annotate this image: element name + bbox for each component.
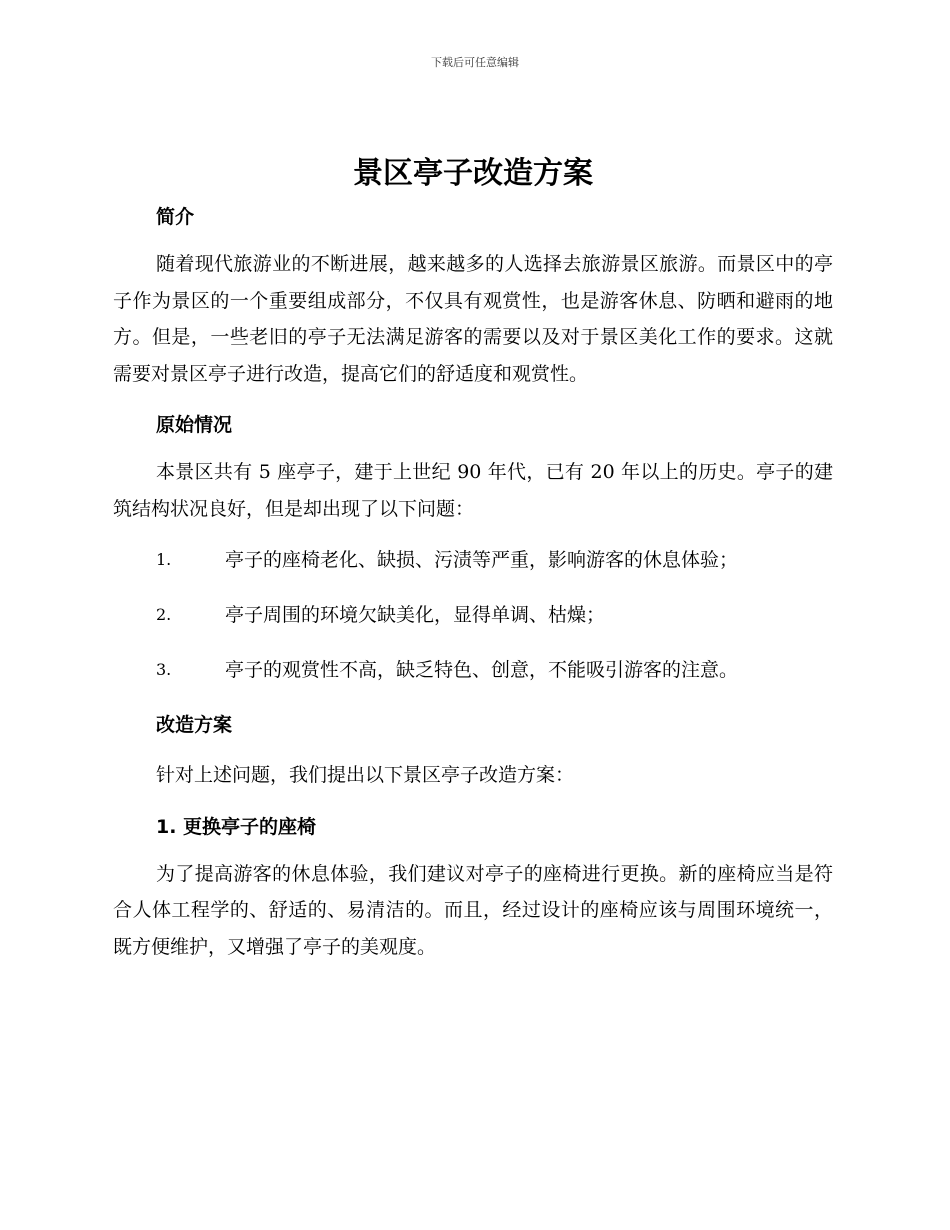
document-title: 景区亭子改造方案 bbox=[353, 156, 593, 191]
list-item-number: 2. bbox=[156, 605, 172, 624]
plan-heading: 改造方案 bbox=[156, 714, 233, 736]
document-body bbox=[113, 150, 833, 965]
list-item-text: 亭子的座椅老化、缺损、污渍等严重，影响游客的休息体验； bbox=[225, 549, 739, 571]
seats-heading: 1. 更换亭子的座椅 bbox=[156, 815, 317, 838]
intro-heading: 简介 bbox=[156, 206, 195, 228]
list-item bbox=[113, 602, 833, 628]
seats-paragraph: 为了提高游客的休息体验，我们建议对亭子的座椅进行更换。新的座椅应当是符合人体工程学的、舒适的、易清洁的。而且，经过设计的座椅应该与周围环境统一，既方便维护，又增强了亭子的美观度。 bbox=[113, 862, 833, 958]
intro-paragraph: 随着现代旅游业的不断进展，越来越多的人选择去旅游景区旅游。而景区中的亭子作为景区的一个重要组成部分，不仅具有观赏性，也是游客休息、防晒和避雨的地方。但是，一些老旧的亭子无法满足游客的需要以及对于景区美化工作的要求。这就需要对景区亭子进行改造，提高它们的舒适度和观赏性。 bbox=[113, 253, 833, 385]
header-note: 下载后可任意编辑 bbox=[431, 56, 519, 69]
original-heading: 原始情况 bbox=[156, 414, 233, 436]
list-item-number: 1. bbox=[156, 550, 172, 569]
list-item-text: 亭子周围的环境欠缺美化，显得单调、枯燥； bbox=[225, 604, 606, 626]
list-item bbox=[113, 547, 833, 573]
list-item-number: 3. bbox=[156, 660, 172, 679]
list-item bbox=[113, 657, 833, 683]
list-item-text: 亭子的观赏性不高，缺乏特色、创意，不能吸引游客的注意。 bbox=[225, 659, 739, 681]
plan-paragraph: 针对上述问题，我们提出以下景区亭子改造方案： bbox=[156, 764, 575, 786]
original-paragraph: 本景区共有 5 座亭子，建于上世纪 90 年代，已有 20 年以上的历史。亭子的建筑结构状况良好，但是却出现了以下问题： bbox=[113, 461, 833, 520]
